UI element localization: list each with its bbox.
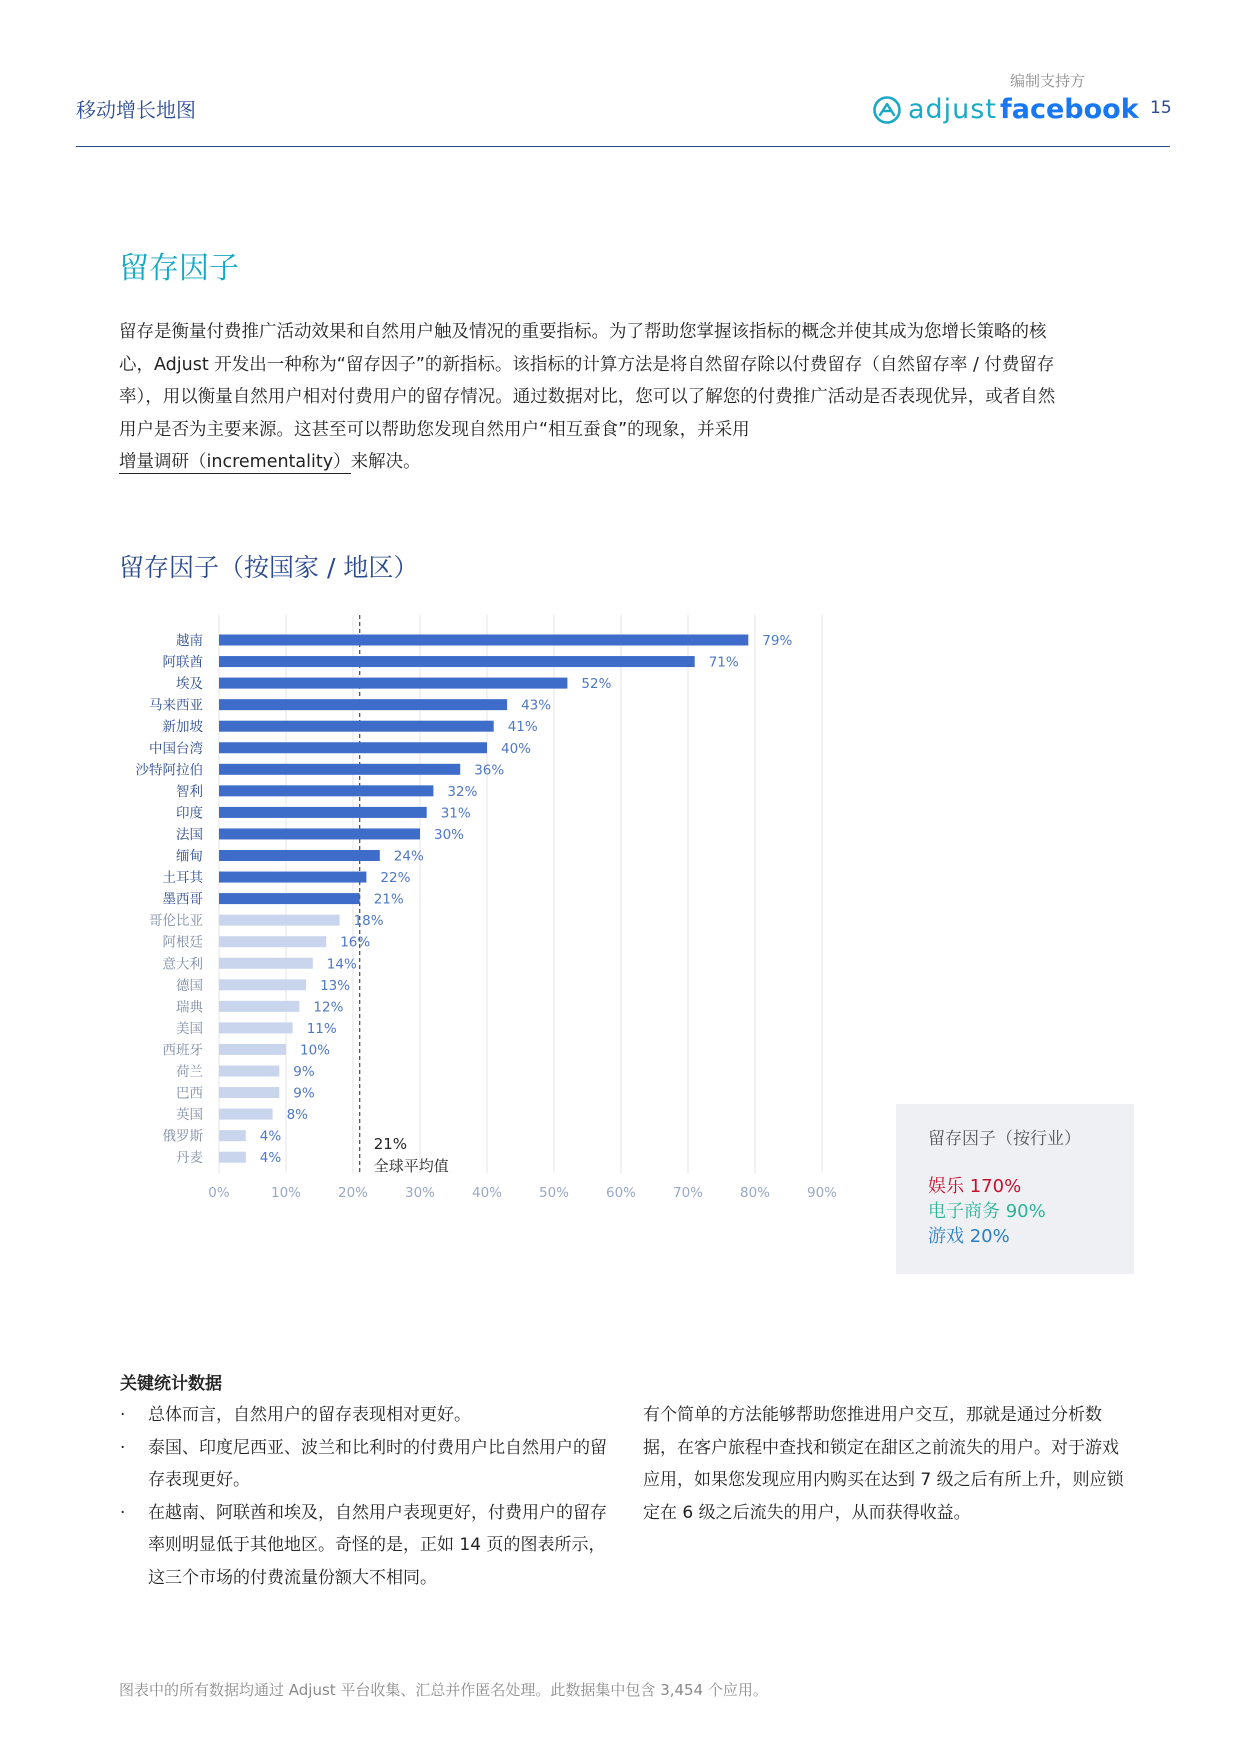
x-tick-label: 60% [605, 1185, 637, 1202]
value-label: 9% [293, 1085, 315, 1102]
category-label: 印度 [176, 805, 203, 822]
value-label: 40% [501, 740, 532, 757]
bar [219, 1001, 299, 1012]
value-label: 30% [434, 826, 465, 843]
category-label: 英国 [176, 1107, 203, 1124]
value-label: 71% [708, 654, 739, 671]
bar [219, 742, 487, 753]
bar [219, 764, 460, 775]
bar [219, 807, 427, 818]
category-label: 阿根廷 [162, 934, 203, 951]
industry-item-ecommerce: 电子商务 90% [928, 1201, 1046, 1222]
value-label: 21% [373, 891, 404, 908]
value-label: 4% [259, 1128, 282, 1145]
bar [219, 656, 695, 667]
value-label: 13% [320, 977, 351, 994]
value-label: 79% [762, 633, 793, 649]
value-label: 9% [293, 1064, 315, 1080]
bullet-icon: · [120, 1405, 126, 1425]
category-label: 哥伦比亚 [149, 913, 203, 930]
industry-item-entertainment: 娱乐 170% [928, 1176, 1022, 1197]
key-stat-item [120, 1432, 610, 1497]
value-label: 32% [447, 783, 478, 800]
bar [219, 958, 313, 969]
value-label: 52% [581, 676, 612, 693]
support-label: 编制支持方 [1010, 72, 1086, 90]
global-average-label: 全球平均值 [373, 1157, 449, 1176]
page-number: 15 [1150, 98, 1172, 118]
intro-tail: 来解决。 [350, 452, 421, 472]
category-label: 意大利 [162, 956, 203, 973]
x-tick-label: 30% [404, 1185, 436, 1202]
category-label: 埃及 [176, 676, 203, 693]
x-tick-label: 0% [208, 1185, 230, 1202]
bar [219, 721, 494, 732]
industry-box-title: 留存因子（按行业） [928, 1129, 1081, 1149]
key-stats-list [120, 1399, 610, 1594]
key-stats-title: 关键统计数据 [120, 1374, 222, 1394]
x-tick-label: 40% [471, 1185, 503, 1202]
bar [219, 1130, 246, 1141]
category-label: 巴西 [176, 1085, 203, 1102]
key-stat-item [120, 1399, 610, 1432]
value-label: 4% [259, 1150, 282, 1167]
bar [219, 872, 366, 883]
category-label: 墨西哥 [162, 891, 203, 908]
facebook-logo: facebook [1000, 94, 1139, 125]
category-label: 土耳其 [162, 870, 203, 887]
value-label: 11% [306, 1020, 337, 1037]
category-label: 智利 [176, 783, 203, 800]
bar [219, 1109, 273, 1120]
global-average-value: 21% [373, 1135, 408, 1154]
value-label: 41% [507, 719, 538, 736]
header-title: 移动增长地图 [76, 98, 196, 122]
bar [219, 850, 380, 861]
incrementality-link[interactable]: 增量调研（incrementality） [119, 452, 351, 472]
category-label: 中国台湾 [149, 740, 203, 757]
category-label: 法国 [176, 826, 203, 843]
value-label: 36% [474, 762, 505, 779]
bar [219, 1066, 279, 1077]
category-label: 瑞典 [176, 999, 203, 1016]
x-tick-label: 70% [672, 1185, 704, 1202]
key-stat-text: 泰国、印度尼西亚、波兰和比利时的付费用户比自然用户的留存表现更好。 [148, 1437, 607, 1490]
value-label: 12% [313, 999, 344, 1016]
engagement-paragraph: 有个简单的方法能够帮助您推进用户交互，那就是通过分析数据，在客户旅程中查找和锁定在甜区之前流失的用户。对于游戏应用，如果您发现应用内购买在达到 7 级之后有所上升，则应锁定在 6 级之后流失的用户，从而获得收益。 [643, 1405, 1124, 1523]
bullet-icon: · [120, 1502, 126, 1523]
category-label: 西班牙 [162, 1042, 203, 1059]
industry-item-gaming: 游戏 20% [928, 1226, 1010, 1247]
value-label: 18% [353, 913, 384, 930]
category-label: 阿联酋 [162, 654, 203, 671]
bar [219, 1152, 246, 1163]
value-label: 16% [340, 934, 371, 951]
bar [219, 699, 507, 710]
key-stat-text: 总体而言，自然用户的留存表现相对更好。 [148, 1405, 471, 1425]
value-label: 24% [393, 848, 424, 865]
intro-text: 留存是衡量付费推广活动效果和自然用户触及情况的重要指标。为了帮助您掌握该指标的概念并使其成为您增长策略的核心，Adjust 开发出一种称为“留存因子”的新指标。该指标的计算方法是将自然留存除以付费留存（自然留存率 / 付费留存率），用以衡量自然用户相对付费用户的留存情况。通过数据对比，您可以了解您的付费推广活动是否表现优异，或者自然用户是否为主要来源。这甚至可以帮助您发现自然用户“相互蚕食”的现象，并采用 [119, 322, 1056, 440]
category-label: 马来西亚 [149, 697, 203, 714]
category-label: 缅甸 [176, 848, 203, 865]
bar [219, 915, 340, 926]
chart-title: 留存因子（按国家 / 地区） [119, 553, 419, 582]
x-tick-label: 80% [739, 1185, 771, 1202]
footer-note: 图表中的所有数据均通过 Adjust 平台收集、汇总并作匿名处理。此数据集中包含 3,454 个应用。 [119, 1681, 768, 1699]
x-tick-label: 20% [337, 1185, 369, 1202]
category-label: 丹麦 [176, 1150, 203, 1167]
x-tick-label: 10% [270, 1185, 302, 1202]
bar [219, 785, 433, 796]
key-stat-text: 在越南、阿联酋和埃及，自然用户表现更好，付费用户的留存率则明显低于其他地区。奇怪的是，正如 14 页的图表所示，这三个市场的付费流量份额大不相同。 [148, 1502, 607, 1588]
adjust-logo-text: adjust [908, 94, 997, 125]
value-label: 31% [440, 805, 471, 822]
bar [219, 893, 360, 904]
bar [219, 979, 306, 990]
bar [219, 1087, 279, 1098]
bar [219, 1022, 293, 1033]
value-label: 10% [300, 1042, 331, 1059]
category-label: 俄罗斯 [162, 1128, 203, 1145]
x-tick-label: 50% [538, 1185, 570, 1202]
category-label: 越南 [176, 633, 203, 649]
value-label: 22% [380, 870, 411, 887]
bar [219, 678, 567, 689]
value-label: 14% [326, 956, 357, 973]
category-label: 德国 [176, 977, 203, 994]
category-label: 沙特阿拉伯 [135, 762, 203, 779]
category-label: 美国 [176, 1020, 203, 1037]
value-label: 43% [521, 697, 552, 714]
bar [219, 936, 326, 947]
section-title: 留存因子 [119, 251, 239, 286]
bar [219, 828, 420, 839]
bar [219, 1044, 286, 1055]
bar [219, 635, 748, 646]
key-stat-item [120, 1497, 610, 1595]
x-tick-label: 90% [806, 1185, 838, 1202]
category-label: 荷兰 [176, 1064, 203, 1080]
value-label: 8% [286, 1107, 309, 1124]
category-label: 新加坡 [162, 719, 203, 736]
bullet-icon: · [120, 1437, 126, 1458]
